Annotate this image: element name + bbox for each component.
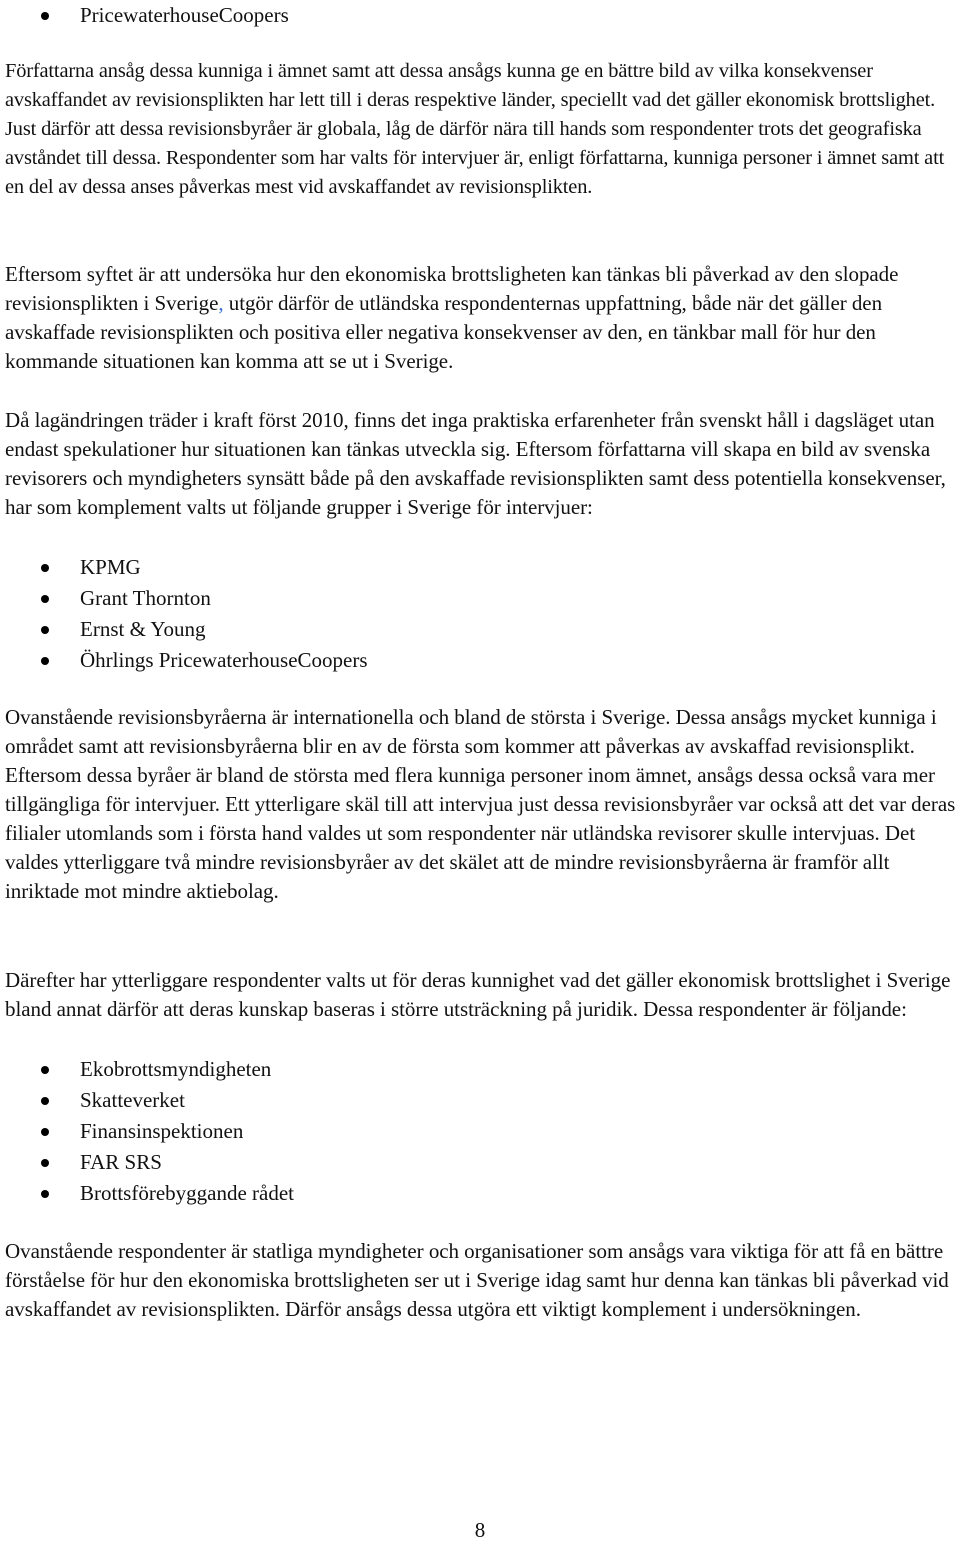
bullet-icon — [41, 626, 49, 634]
bullet-list-firms — [5, 552, 368, 676]
list-item — [5, 0, 289, 31]
paragraph-purpose-comma: , — [218, 291, 224, 315]
paragraph-purpose-text-1: Eftersom syftet är att undersöka hur den ekonomiska brottsligheten kan tänkas bli påverkad av den slopade revisionsplikten i Sverige — [5, 262, 899, 315]
list-item — [5, 645, 368, 676]
bullet-icon — [41, 1159, 49, 1167]
list-item-text: Brottsförebyggande rådet — [80, 1181, 295, 1205]
bullet-icon — [41, 657, 49, 665]
paragraph-audit-firms: Ovanstående revisionsbyråerna är internationella och bland de största i Sverige. Dessa ansågs mycket kunniga i området samt att revisionsbyråerna blir en av de första som kommer att påverkas av avskaffad revisionsplikt. Eftersom dessa byråer är bland de största med flera kunniga personer inom ämnet, ansågs dessa också vara mer tillgängliga för intervjuer. Ett ytterligare skäl till att intervjua just dessa revisionsbyråer var också att det var deras filialer utomlands som i första hand valdes ut som respondenter när utländska revisorer skulle intervjuas. Det valdes ytterliggare två mindre revisionsbyråer av det skälet att de mindre revisionsbyråerna är framför allt inriktade mot mindre aktiebolag. — [5, 705, 956, 903]
list-item-text: FAR SRS — [80, 1150, 162, 1174]
list-item — [5, 583, 368, 614]
bullet-list-authorities — [5, 1054, 294, 1209]
bullet-icon — [41, 1066, 49, 1074]
bullet-icon — [41, 595, 49, 603]
list-item-text: Grant Thornton — [80, 586, 211, 610]
list-item-text: Öhrlings PricewaterhouseCoopers — [80, 648, 368, 672]
list-item — [5, 1178, 294, 1209]
paragraph-law-change: Då lagändringen träder i kraft först 2010, finns det inga praktiska erfarenheter från svenskt håll i dagsläget utan endast spekulationer hur situationen kan tänkas utveckla sig. Eftersom författarna vill skapa en bild av svenska revisorers och myndigheters synsätt både på den avskaffade revisionsplikten samt dess potentiella konsekvenser, har som komplement valts ut följande grupper i Sverige för intervjuer: — [5, 408, 946, 519]
paragraph-purpose — [5, 260, 957, 376]
paragraph-respondents-intro: Författarna ansåg dessa kunniga i ämnet samt att dessa ansågs kunna ge en bättre bild av vilka konsekvenser avskaffandet av revisionsplikten har lett till i deras respektive länder, speciellt vad det gäller ekonomisk brottslighet. Just därför att dessa revisionsbyråer är globala, låg de därför nära till hands som respondenter trots det geografiska avståndet till dessa. Respondenter som har valts för intervjuer är, enligt författarna, kunniga personer i ämnet samt att en del av dessa anses påverkas mest vid avskaffandet av revisionsplikten. — [5, 60, 945, 198]
paragraph-further-respondents: Därefter har ytterliggare respondenter valts ut för deras kunnighet vad det gäller ekonomisk brottslighet i Sverige bland annat därför att deras kunskap baseras i större utsträckning på juridik. Dessa respondenter är följande: — [5, 968, 951, 1021]
list-item — [5, 552, 368, 583]
list-item — [5, 1147, 294, 1178]
page-number: 8 — [474, 1518, 486, 1542]
bullet-icon — [41, 1097, 49, 1105]
paragraph-purpose-text-2: utgör därför de utländska respondenternas uppfattning, både när det gäller den avskaffade revisionsplikten och positiva eller negativa konsekvenser av den, en tänkbar mall för hur den kommande situationen kan komma att se ut i Sverige. — [5, 291, 883, 373]
list-item — [5, 1116, 294, 1147]
bullet-icon — [41, 1190, 49, 1198]
list-item — [5, 614, 368, 645]
list-item — [5, 1054, 294, 1085]
list-item-text: Skatteverket — [80, 1088, 185, 1112]
paragraph-authorities-summary: Ovanstående respondenter är statliga myndigheter och organisationer som ansågs vara viktiga för att få en bättre förståelse för hur den ekonomiska brottsligheten ser ut i Sverige idag samt hur denna kan tänkas bli påverkad vid avskaffandet av revisionsplikten. Därför ansågs dessa utgöra ett viktigt komplement i undersökningen. — [5, 1239, 949, 1321]
list-item-text: PricewaterhouseCoopers — [80, 3, 289, 27]
list-item-text: Ernst & Young — [80, 617, 206, 641]
bullet-icon — [41, 1128, 49, 1136]
list-item-text: Ekobrottsmyndigheten — [80, 1057, 272, 1081]
list-item-text: KPMG — [80, 555, 141, 579]
bullet-icon — [41, 564, 49, 572]
bullet-list-top — [5, 0, 289, 31]
list-item — [5, 1085, 294, 1116]
list-item-text: Finansinspektionen — [80, 1119, 244, 1143]
bullet-icon — [41, 12, 49, 20]
